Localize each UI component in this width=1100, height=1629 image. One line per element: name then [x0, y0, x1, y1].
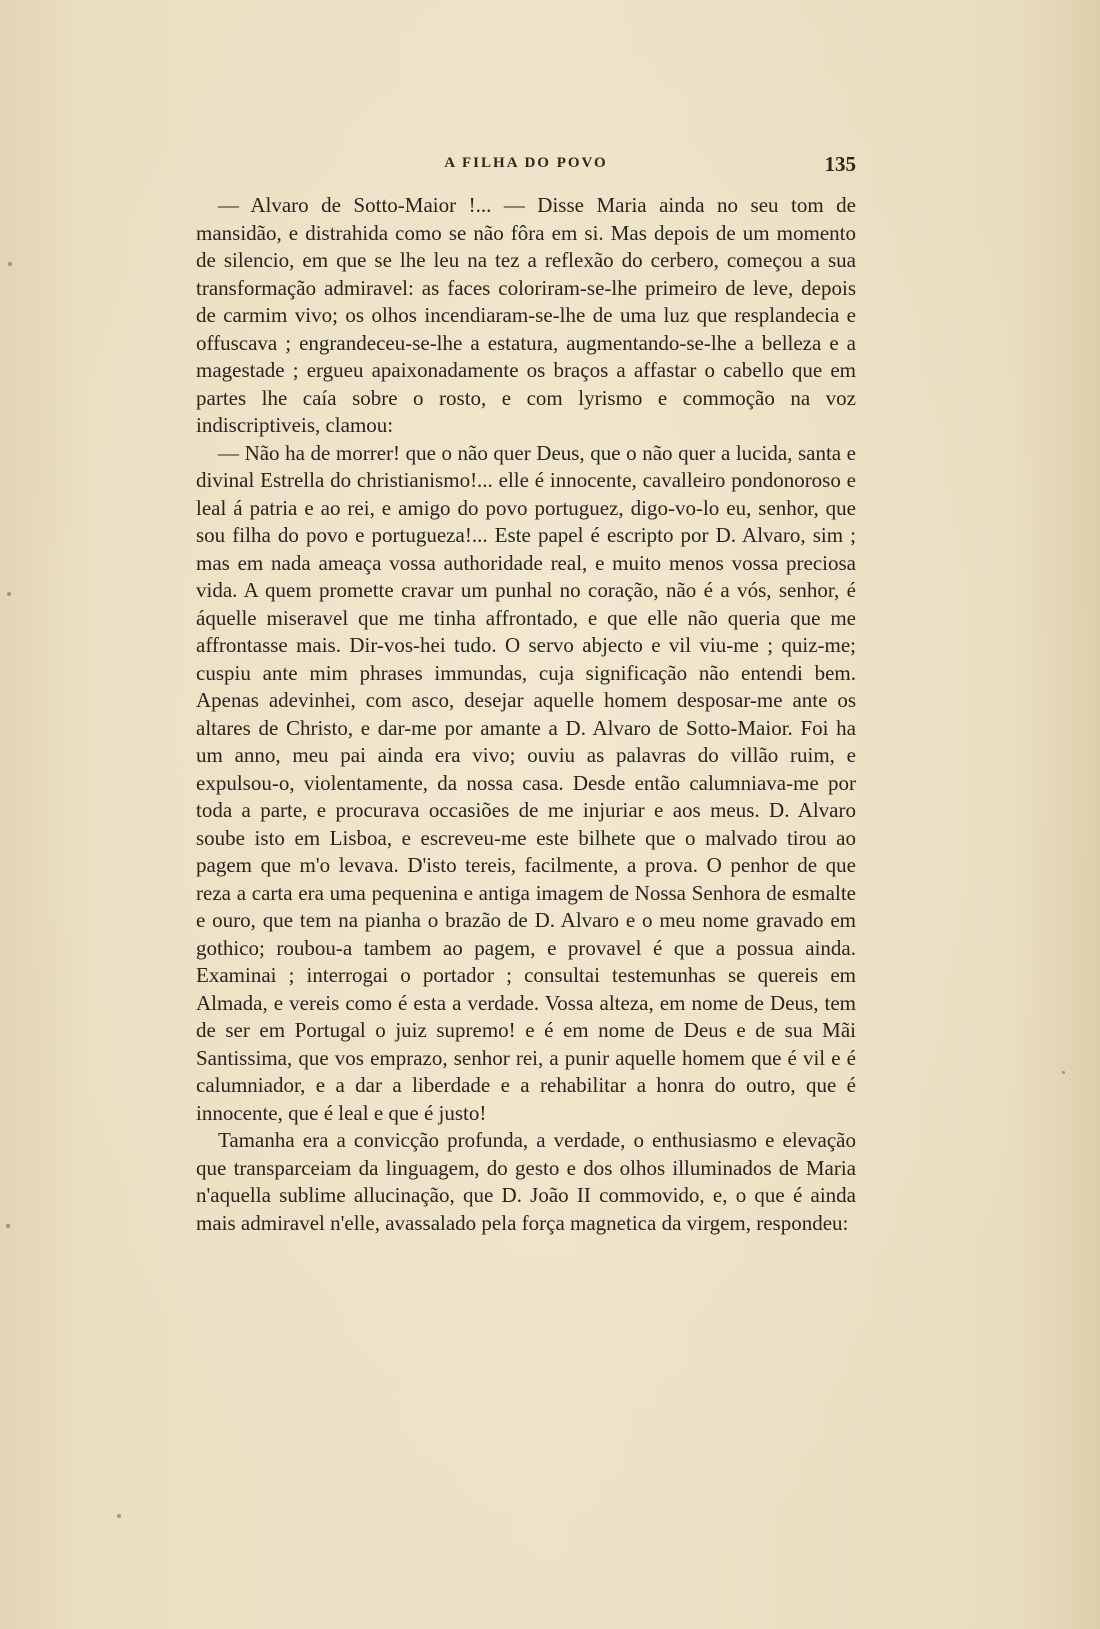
paragraph-3: Tamanha era a convicção profunda, a verdade, o enthusiasmo e elevação que transparceiam da linguagem, do gesto e dos olhos illuminados de Maria n'aquella sublime allucinação, que D. João II commovido, e, o que é ainda mais admiravel n'elle, avassalado pela força magnetica da virgem, respondeu: — [196, 1128, 856, 1235]
paragraph-2: — Não ha de morrer! que o não quer Deus, que o não quer a lucida, santa e divinal Estrella do christianismo!... elle é innocente, cavalleiro pondonoroso e leal á patria e ao rei, e amigo do povo portuguez, digo-vo-lo eu, senhor, que sou filha do povo e portugueza!... Este papel é escripto por D. Alvaro, sim ; mas em nada ameaça vossa authoridade real, e muito menos vossa preciosa vida. A quem promette cravar um punhal no coração, não é a vós, senhor, é áquelle miseravel que me tinha affrontado, e que elle não queria que me affrontasse mais. Dir-vos-hei tudo. O servo abjecto e vil viu-me ; quiz-me; cuspiu ante mim phrases immundas, cuja significação não entendi bem. Apenas adevinhei, com asco, desejar aquelle homem desposar-me ante os altares de Christo, e dar-me por amante a D. Alvaro de Sotto-Maior. Foi ha um anno, meu pai ainda era vivo; ouviu as palavras do villão ruim, e expulsou-o, violentamente, da nossa casa. Desde então calumniava-me por toda a parte, e procurava occasiões de me injuriar e aos meus. D. Alvaro soube isto em Lisboa, e escreveu-me este bilhete que o malvado tirou ao pagem que m'o levava. D'isto tereis, facilmente, a prova. O penhor de que reza a carta era uma pequenina e antiga imagem de Nossa Senhora de esmalte e ouro, que tem na pianha o brazão de D. Alvaro e o meu nome gravado em gothico; roubou-a tambem ao pagem, e provavel é que a possua ainda. Examinai ; interrogai o portador ; consultai testemunhas se quereis em Almada, e vereis como é esta a verdade. Vossa alteza, em nome de Deus, tem de ser em Portugal o juiz supremo! e é em nome de Deus e de sua Mãi Santissima, que vos emprazo, senhor rei, a punir aquelle homem que é vil e é calumniador, e a dar a liberdade e a rehabilitar a honra do outro, que é innocente, que é leal e que é justo! — [196, 440, 856, 1125]
running-title: A FILHA DO POVO — [444, 155, 608, 171]
paper-speck — [1062, 1071, 1065, 1074]
paper-speck — [8, 262, 12, 266]
paper-speck — [7, 592, 11, 596]
paper-speck — [117, 1514, 121, 1518]
paragraph-1: — Alvaro de Sotto-Maior !... — Disse Maria ainda no seu tom de mansidão, e distrahida como se não fôra em si. Mas depois de um momento de silencio, em que se lhe leu na tez a reflexão do cerbero, começou a sua transformação admiravel: as faces coloriram-se-lhe primeiro de leve, depois de carmim vivo; os olhos incendiaram-se-lhe de uma luz que resplandecia e offuscava ; engrandeceu-se-lhe a estatura, augmentando-se-lhe a belleza e a magestade ; ergueu apaixonadamente os braços a affastar o cabello que em partes lhe caía sobre o rosto, e com lyrismo e commoção na voz indiscriptiveis, clamou: — [196, 193, 856, 437]
page-header — [196, 152, 856, 179]
paper-speck — [6, 1224, 10, 1228]
body-text — [196, 192, 856, 1237]
page-number: 135 — [824, 152, 856, 176]
